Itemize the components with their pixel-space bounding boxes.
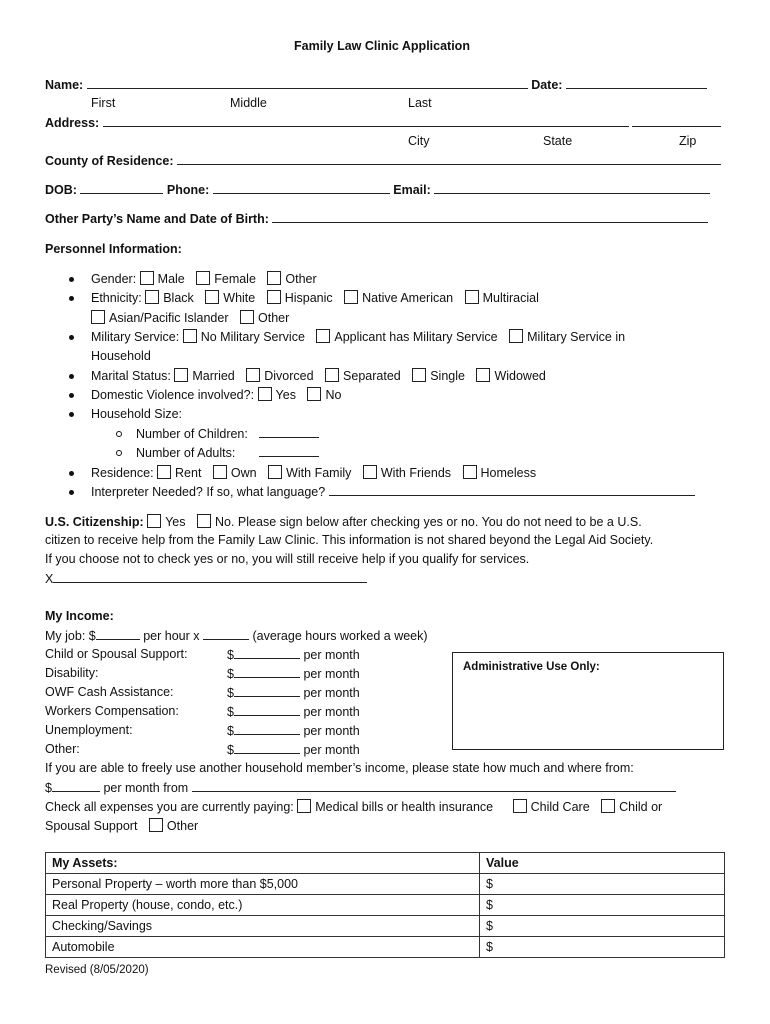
- ethnicity-white-checkbox[interactable]: [205, 290, 219, 304]
- residence-homeless-checkbox[interactable]: [463, 465, 477, 479]
- bullet: [69, 412, 74, 417]
- per-month: per month: [303, 724, 360, 738]
- ethnicity-row-2: [91, 310, 289, 326]
- assets-header: My Assets:: [46, 853, 480, 874]
- admin-box: [452, 652, 724, 750]
- job-suffix: (average hours worked a week): [252, 629, 428, 643]
- dob-label: DOB:: [45, 183, 77, 197]
- marital-divorced-checkbox[interactable]: [246, 368, 260, 382]
- table-row: [46, 874, 725, 895]
- ethnicity-asian-checkbox[interactable]: [91, 310, 105, 324]
- last-caption: Last: [408, 96, 432, 110]
- gender-male-label: Male: [157, 272, 185, 286]
- job-hours-field[interactable]: [203, 628, 249, 640]
- ethnicity-asian-label: Asian/Pacific Islander: [109, 311, 229, 325]
- income-amount-field[interactable]: [234, 647, 300, 659]
- asset-value-field[interactable]: $: [480, 895, 725, 916]
- ethnicity-label: Ethnicity:: [91, 291, 142, 305]
- dv-yes-checkbox[interactable]: [258, 387, 272, 401]
- sub-bullet: [116, 431, 122, 437]
- marital-divorced-label: Divorced: [264, 369, 314, 383]
- marital-single-label: Single: [430, 369, 465, 383]
- date-field[interactable]: [566, 77, 707, 89]
- residence-family-label: With Family: [286, 466, 352, 480]
- expense-medical-label: Medical bills or health insurance: [315, 800, 494, 814]
- ethnicity-native-american-checkbox[interactable]: [344, 290, 358, 304]
- citizenship-yes-checkbox[interactable]: [147, 514, 161, 528]
- household-source-field[interactable]: [192, 780, 676, 792]
- table-row: [46, 895, 725, 916]
- gender-female-label: Female: [214, 272, 256, 286]
- ethnicity-black-checkbox[interactable]: [145, 290, 159, 304]
- zip-caption: Zip: [679, 134, 697, 148]
- military-household-label: Military Service in: [527, 330, 626, 344]
- bullet: [69, 277, 74, 282]
- household-income-line: If you are able to freely use another household member’s income, please state how much and where from:: [45, 761, 634, 775]
- residence-friends-label: With Friends: [380, 466, 452, 480]
- ethnicity-hispanic-label: Hispanic: [284, 291, 333, 305]
- per-month: per month: [303, 686, 360, 700]
- income-row-disability: [45, 666, 99, 681]
- other-party-label: Other Party’s Name and Date of Birth:: [45, 212, 269, 226]
- expenses-row: [45, 799, 662, 815]
- gender-other-checkbox[interactable]: [267, 271, 281, 285]
- phone-field[interactable]: [213, 182, 390, 194]
- expenses-label: Check all expenses you are currently paying:: [45, 800, 294, 814]
- marital-widowed-label: Widowed: [494, 369, 546, 383]
- dollar-sign: $: [227, 648, 234, 662]
- income-amount-row: [227, 704, 360, 720]
- expense-other-checkbox[interactable]: [149, 818, 163, 832]
- marital-married-label: Married: [192, 369, 235, 383]
- income-label: Workers Compensation:: [45, 704, 179, 718]
- adults-field[interactable]: [259, 445, 319, 457]
- value-header: Value: [480, 853, 725, 874]
- citizenship-line-2: citizen to receive help from the Family Law Clinic. This information is not shared beyond the Legal Aid Society.: [45, 533, 654, 547]
- household-amount-field[interactable]: [52, 780, 100, 792]
- military-label: Military Service:: [91, 330, 180, 344]
- per-month: per month: [303, 648, 360, 662]
- residence-own-checkbox[interactable]: [213, 465, 227, 479]
- dv-row: [91, 387, 341, 403]
- assets-table: [45, 852, 725, 958]
- signature-x: X: [45, 572, 54, 586]
- address-label: Address:: [45, 116, 100, 130]
- citizenship-row: [45, 514, 642, 530]
- asset-value-field[interactable]: $: [480, 937, 725, 958]
- ethnicity-other-checkbox[interactable]: [240, 310, 254, 324]
- dollar-sign: $: [45, 781, 52, 795]
- bullet: [69, 490, 74, 495]
- per-month: per month: [303, 705, 360, 719]
- name-row: [45, 77, 707, 93]
- adults-row: [136, 445, 319, 461]
- job-rate-field[interactable]: [96, 628, 140, 640]
- personnel-heading: Personnel Information:: [45, 242, 182, 256]
- expense-childcare-label: Child Care: [530, 800, 590, 814]
- name-label: Name:: [45, 78, 84, 92]
- name-field[interactable]: [87, 77, 528, 89]
- job-mid: per hour x: [143, 629, 200, 643]
- address-row: [45, 115, 721, 131]
- citizenship-yes-label: Yes: [165, 515, 186, 529]
- page-title: Family Law Clinic Application: [294, 39, 470, 53]
- per-month: per month: [303, 743, 360, 757]
- income-heading: My Income:: [45, 609, 114, 623]
- income-label: Disability:: [45, 666, 99, 680]
- county-label: County of Residence:: [45, 154, 174, 168]
- income-amount-field[interactable]: [234, 685, 300, 697]
- table-header-row: [46, 853, 725, 874]
- ethnicity-black-label: Black: [163, 291, 194, 305]
- email-label: Email:: [393, 183, 431, 197]
- dob-row: [45, 182, 710, 198]
- dollar-sign: $: [227, 667, 234, 681]
- job-prefix: My job: $: [45, 629, 96, 643]
- children-field[interactable]: [259, 426, 319, 438]
- gender-label: Gender:: [91, 272, 137, 286]
- residence-family-checkbox[interactable]: [268, 465, 282, 479]
- dollar-sign: $: [227, 743, 234, 757]
- marital-single-checkbox[interactable]: [412, 368, 426, 382]
- ethnicity-hispanic-checkbox[interactable]: [267, 290, 281, 304]
- income-amount-row: [227, 666, 360, 682]
- interpreter-row: [91, 484, 695, 500]
- income-amount-field[interactable]: [234, 704, 300, 716]
- marital-widowed-checkbox[interactable]: [476, 368, 490, 382]
- military-wrap: Household: [91, 349, 151, 363]
- household-mid: per month from: [103, 781, 189, 795]
- asset-name: Real Property (house, condo, etc.): [46, 895, 480, 916]
- county-row: [45, 153, 721, 169]
- income-row-owf: [45, 685, 174, 700]
- asset-name: Personal Property – worth more than $5,000: [46, 874, 480, 895]
- income-amount-row: [227, 723, 360, 739]
- household-label: Household Size:: [91, 407, 183, 421]
- dv-no-label: No: [325, 388, 342, 402]
- residence-rent-checkbox[interactable]: [157, 465, 171, 479]
- asset-value-field[interactable]: $: [480, 916, 725, 937]
- job-row: [45, 628, 428, 644]
- children-label: Number of Children:: [136, 427, 248, 441]
- gender-other-label: Other: [285, 272, 317, 286]
- income-label: Other:: [45, 742, 80, 756]
- expense-support-wrap: Spousal Support: [45, 819, 138, 833]
- residence-row: [91, 465, 536, 481]
- military-household-checkbox[interactable]: [509, 329, 523, 343]
- income-amount-field[interactable]: [234, 723, 300, 735]
- signature-row: [45, 571, 367, 587]
- bullet: [69, 335, 74, 340]
- asset-name: Checking/Savings: [46, 916, 480, 937]
- bullet: [69, 471, 74, 476]
- marital-separated-label: Separated: [343, 369, 401, 383]
- dv-yes-label: Yes: [275, 388, 296, 402]
- gender-male-checkbox[interactable]: [140, 271, 154, 285]
- dollar-sign: $: [227, 686, 234, 700]
- other-party-field[interactable]: [272, 211, 708, 223]
- gender-row: [91, 271, 317, 287]
- dv-no-checkbox[interactable]: [307, 387, 321, 401]
- address-field-zip[interactable]: [632, 115, 721, 127]
- marital-separated-checkbox[interactable]: [325, 368, 339, 382]
- military-applicant-label: Applicant has Military Service: [334, 330, 498, 344]
- military-none-label: No Military Service: [200, 330, 305, 344]
- bullet: [69, 374, 74, 379]
- income-amount-row: [227, 647, 360, 663]
- first-caption: First: [91, 96, 116, 110]
- email-field[interactable]: [434, 182, 710, 194]
- ethnicity-native-american-label: Native American: [362, 291, 454, 305]
- residence-own-label: Own: [230, 466, 257, 480]
- military-none-checkbox[interactable]: [183, 329, 197, 343]
- per-month: per month: [303, 667, 360, 681]
- adults-label: Number of Adults:: [136, 446, 236, 460]
- citizenship-no-label: No. Please sign below after checking yes or no. You do not need to be a U.S.: [215, 515, 642, 529]
- income-row-support: [45, 647, 187, 662]
- dollar-sign: $: [227, 705, 234, 719]
- dv-label: Domestic Violence involved?:: [91, 388, 255, 402]
- address-field[interactable]: [103, 115, 629, 127]
- sub-bullet: [116, 450, 122, 456]
- table-row: [46, 916, 725, 937]
- ethnicity-row: [91, 290, 539, 306]
- state-caption: State: [543, 134, 573, 148]
- expense-other-label: Other: [166, 819, 199, 833]
- marital-married-checkbox[interactable]: [174, 368, 188, 382]
- income-amount-row: [227, 742, 360, 758]
- income-row-other: [45, 742, 80, 757]
- expenses-row-2: [45, 818, 198, 834]
- income-row-workers-comp: [45, 704, 179, 719]
- income-label: OWF Cash Assistance:: [45, 685, 174, 699]
- household-income-row: [45, 780, 676, 796]
- asset-name: Automobile: [46, 937, 480, 958]
- expense-childcare-checkbox[interactable]: [513, 799, 527, 813]
- other-party-row: [45, 211, 708, 227]
- marital-row: [91, 368, 546, 384]
- gender-female-checkbox[interactable]: [196, 271, 210, 285]
- income-label: Unemployment:: [45, 723, 133, 737]
- ethnicity-other-label: Other: [258, 311, 290, 325]
- expense-support-label: Child or: [619, 800, 663, 814]
- residence-rent-label: Rent: [175, 466, 202, 480]
- interpreter-label: Interpreter Needed? If so, what language?: [91, 485, 326, 499]
- citizenship-label: U.S. Citizenship:: [45, 515, 144, 529]
- revised-date: Revised (8/05/2020): [45, 964, 149, 976]
- military-applicant-checkbox[interactable]: [316, 329, 330, 343]
- phone-label: Phone:: [166, 183, 210, 197]
- bullet: [69, 393, 74, 398]
- dob-field[interactable]: [80, 182, 163, 194]
- marital-label: Marital Status:: [91, 369, 171, 383]
- residence-friends-checkbox[interactable]: [363, 465, 377, 479]
- children-row: [136, 426, 319, 442]
- military-row: [91, 329, 625, 345]
- middle-caption: Middle: [230, 96, 267, 110]
- income-row-unemployment: [45, 723, 133, 738]
- income-amount-field[interactable]: [234, 742, 300, 754]
- residence-homeless-label: Homeless: [480, 466, 537, 480]
- income-amount-field[interactable]: [234, 666, 300, 678]
- interpreter-field[interactable]: [329, 484, 695, 496]
- citizenship-line-3: If you choose not to check yes or no, you will still receive help if you qualify for services.: [45, 552, 530, 566]
- expense-medical-checkbox[interactable]: [297, 799, 311, 813]
- signature-field[interactable]: [53, 571, 367, 583]
- table-row: [46, 937, 725, 958]
- ethnicity-multiracial-checkbox[interactable]: [465, 290, 479, 304]
- asset-value-field[interactable]: $: [480, 874, 725, 895]
- ethnicity-white-label: White: [223, 291, 256, 305]
- income-label: Child or Spousal Support:: [45, 647, 188, 661]
- income-amount-row: [227, 685, 360, 701]
- residence-label: Residence:: [91, 466, 154, 480]
- admin-label: Administrative Use Only:: [463, 661, 600, 673]
- citizenship-no-checkbox[interactable]: [197, 514, 211, 528]
- ethnicity-multiracial-label: Multiracial: [482, 291, 539, 305]
- bullet: [69, 296, 74, 301]
- date-label: Date:: [531, 78, 563, 92]
- city-caption: City: [408, 134, 430, 148]
- expense-support-checkbox[interactable]: [601, 799, 615, 813]
- county-field[interactable]: [177, 153, 721, 165]
- dollar-sign: $: [227, 724, 234, 738]
